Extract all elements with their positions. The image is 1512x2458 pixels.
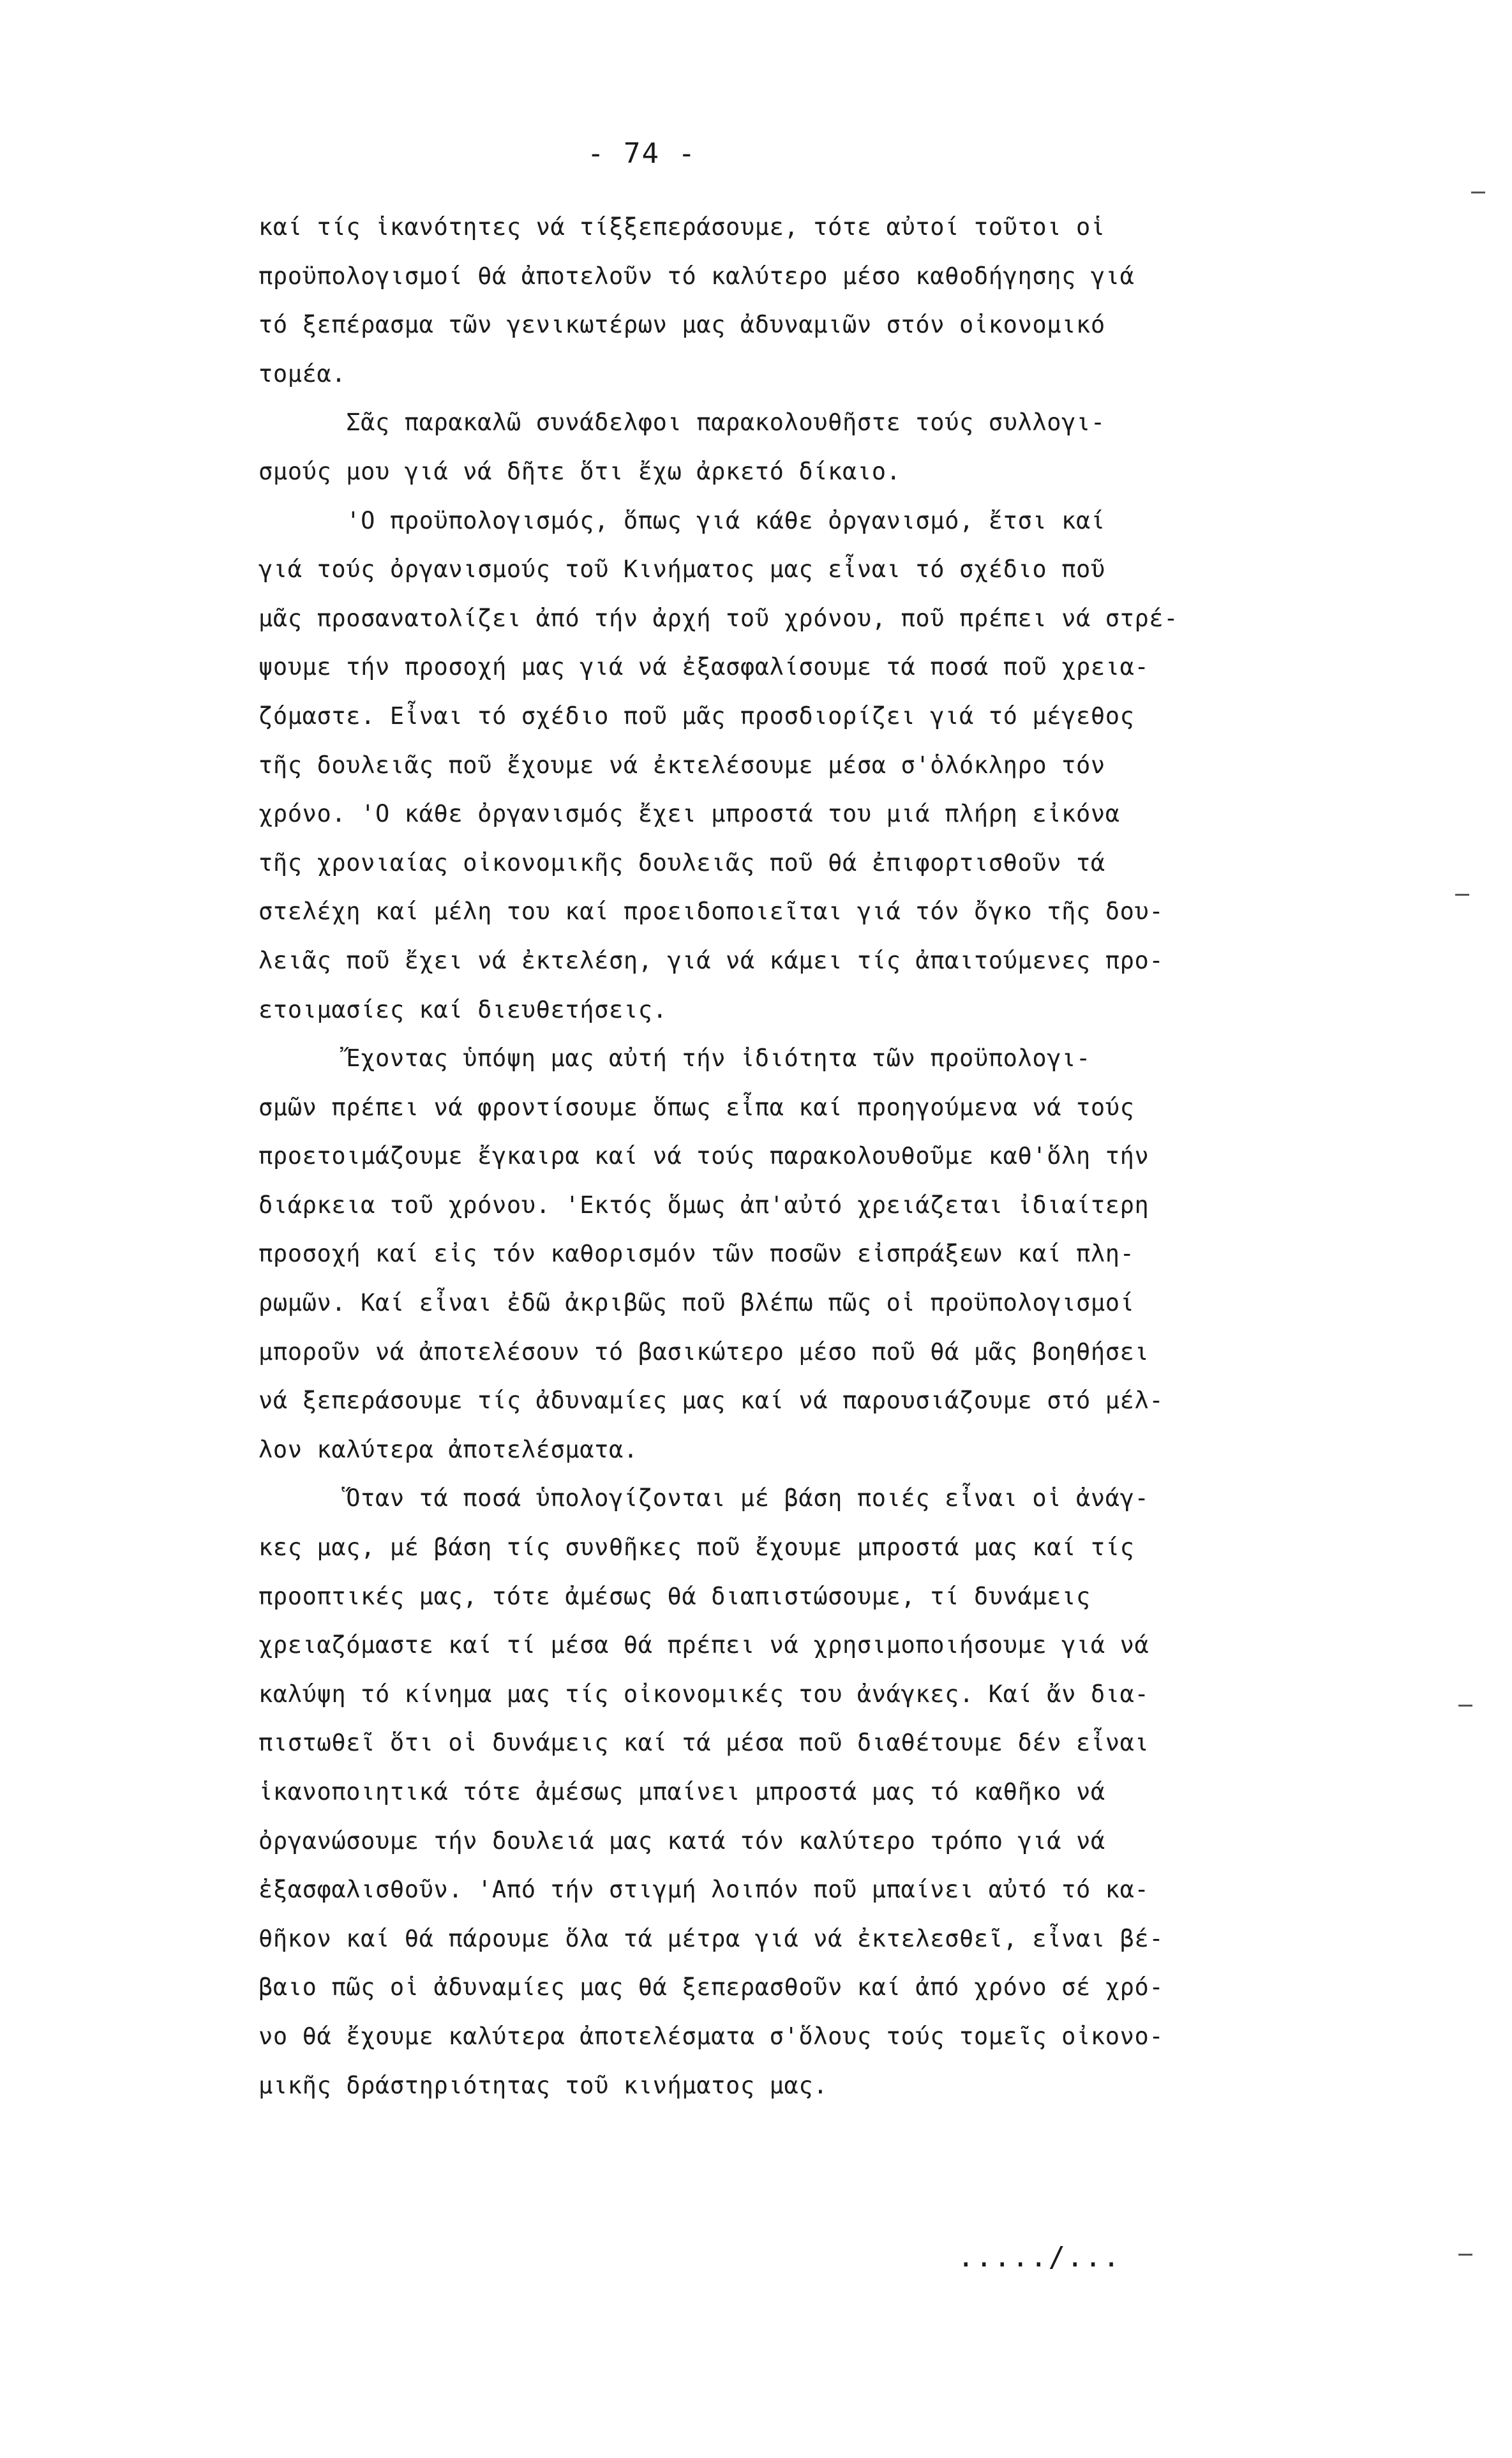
text-line: ετοιμασίες καί διευθετήσεις.	[258, 995, 668, 1023]
body-text	[258, 203, 1344, 2110]
text-line: προετοιμάζουμε ἔγκαιρα καί νά τούς παρακολουθοῦμε καθ'ὅλη τήν	[258, 1142, 1149, 1170]
text-line: 'Ο προϋπολογισμός, ὅπως γιά κάθε ὀργανισμό, ἔτσι καί	[258, 506, 1105, 534]
text-line: στελέχη καί μέλη του καί προειδοποιεῖται γιά τόν ὄγκο τῆς δου-	[258, 898, 1164, 926]
text-line: Ὅταν τά ποσά ὑπολογίζονται μέ βάση ποιές εἶναι οἱ ἀνάγ-	[258, 1484, 1149, 1512]
page-number: - 74 -	[587, 137, 696, 170]
text-line: μᾶς προσανατολίζει ἀπό τήν ἀρχή τοῦ χρόνου, ποῦ πρέπει νά στρέ-	[258, 604, 1179, 632]
scan-mark	[1458, 2254, 1472, 2256]
text-line: νά ξεπεράσουμε τίς ἀδυναμίες μας καί νά παρουσιάζουμε στό μέλ-	[258, 1387, 1164, 1415]
text-line: λον καλύτερα ἀποτελέσματα.	[258, 1435, 638, 1463]
text-line: τῆς δουλειᾶς ποῦ ἔχουμε νά ἐκτελέσουμε μέσα σ'ὁλόκληρο τόν	[258, 751, 1105, 779]
text-line: Σᾶς παρακαλῶ συνάδελφοι παρακολουθῆστε τούς συλλογι-	[258, 409, 1105, 437]
text-line: προσοχή καί εἰς τόν καθορισμόν τῶν ποσῶν εἰσπράξεων καί πλη-	[258, 1240, 1135, 1268]
text-line: καί τίς ἱκανότητες νά τίξξεπεράσουμε, τότε αὐτοί τοῦτοι οἱ	[258, 213, 1105, 241]
scan-mark	[1455, 894, 1469, 896]
text-line: καλύψη τό κίνημα μας τίς οἰκονομικές του ἀνάγκες. Καί ἄν δια-	[258, 1680, 1149, 1708]
text-line: ἐξασφαλισθοῦν. 'Από τήν στιγμή λοιπόν ποῦ μπαίνει αὐτό τό κα-	[258, 1876, 1149, 1904]
text-line: λειᾶς ποῦ ἔχει νά ἐκτελέση, γιά νά κάμει τίς ἀπαιτούμενες προ-	[258, 946, 1164, 974]
text-line: μικῆς δράστηριότητας τοῦ κινήματος μας.	[258, 2071, 828, 2099]
text-line: βαιο πῶς οἱ ἀδυναμίες μας θά ξεπερασθοῦν καί ἀπό χρόνο σέ χρό-	[258, 1973, 1164, 2002]
text-line: ζόμαστε. Εἶναι τό σχέδιο ποῦ μᾶς προσδιορίζει γιά τό μέγεθος	[258, 702, 1135, 730]
continuation-mark: ...../...	[957, 2241, 1121, 2273]
text-line: χρόνο. 'Ο κάθε ὀργανισμός ἔχει μπροστά του μιά πλήρη εἰκόνα	[258, 800, 1120, 828]
text-line: χρειαζόμαστε καί τί μέσα θά πρέπει νά χρησιμοποιήσουμε γιά νά	[258, 1631, 1149, 1659]
text-line: σμούς μου γιά νά δῆτε ὅτι ἔχω ἀρκετό δίκαιο.	[258, 457, 901, 485]
text-line: θῆκον καί θά πάρουμε ὅλα τά μέτρα γιά νά ἐκτελεσθεῖ, εἶναι βέ-	[258, 1924, 1164, 1952]
text-line: ἱκανοποιητικά τότε ἀμέσως μπαίνει μπροστά μας τό καθῆκο νά	[258, 1778, 1105, 1806]
text-line: τομέα.	[258, 359, 347, 388]
text-line: προοπτικές μας, τότε ἀμέσως θά διαπιστώσουμε, τί δυνάμεις	[258, 1582, 1091, 1610]
text-line: ρωμῶν. Καί εἶναι ἐδῶ ἀκριβῶς ποῦ βλέπω πῶς οἱ προϋπολογισμοί	[258, 1289, 1135, 1317]
text-line: σμῶν πρέπει νά φροντίσουμε ὅπως εἶπα καί προηγούμενα νά τούς	[258, 1093, 1135, 1121]
scan-mark	[1471, 192, 1485, 193]
text-line: κες μας, μέ βάση τίς συνθῆκες ποῦ ἔχουμε μπροστά μας καί τίς	[258, 1534, 1135, 1562]
text-line: διάρκεια τοῦ χρόνου. 'Εκτός ὅμως ἀπ'αὐτό χρειάζεται ἰδιαίτερη	[258, 1191, 1149, 1219]
text-line: τῆς χρονιαίας οἰκονομικῆς δουλειᾶς ποῦ θά ἐπιφορτισθοῦν τά	[258, 848, 1105, 877]
scan-mark	[1458, 1705, 1472, 1707]
text-line: μποροῦν νά ἀποτελέσουν τό βασικώτερο μέσο ποῦ θά μᾶς βοηθήσει	[258, 1338, 1149, 1366]
text-line: γιά τούς ὀργανισμούς τοῦ Κινήματος μας εἶναι τό σχέδιο ποῦ	[258, 555, 1105, 584]
text-line: τό ξεπέρασμα τῶν γενικωτέρων μας ἀδυναμιῶν στόν οἰκονομικό	[258, 311, 1105, 339]
text-line: ὀργανώσουμε τήν δουλειά μας κατά τόν καλύτερο τρόπο γιά νά	[258, 1827, 1105, 1855]
text-line: Ἔχοντας ὑπόψη μας αὐτή τήν ἰδιότητα τῶν προϋπολογι-	[258, 1044, 1091, 1073]
text-line: πιστωθεῖ ὅτι οἱ δυνάμεις καί τά μέσα ποῦ διαθέτουμε δέν εἶναι	[258, 1729, 1149, 1757]
text-line: νο θά ἔχουμε καλύτερα ἀποτελέσματα σ'ὅλους τούς τομεῖς οἰκονο-	[258, 2022, 1164, 2050]
text-line: ψουμε τήν προσοχή μας γιά νά ἐξασφαλίσουμε τά ποσά ποῦ χρεια-	[258, 653, 1149, 681]
text-line: προϋπολογισμοί θά ἀποτελοῦν τό καλύτερο μέσο καθοδήγησης γιά	[258, 262, 1135, 290]
